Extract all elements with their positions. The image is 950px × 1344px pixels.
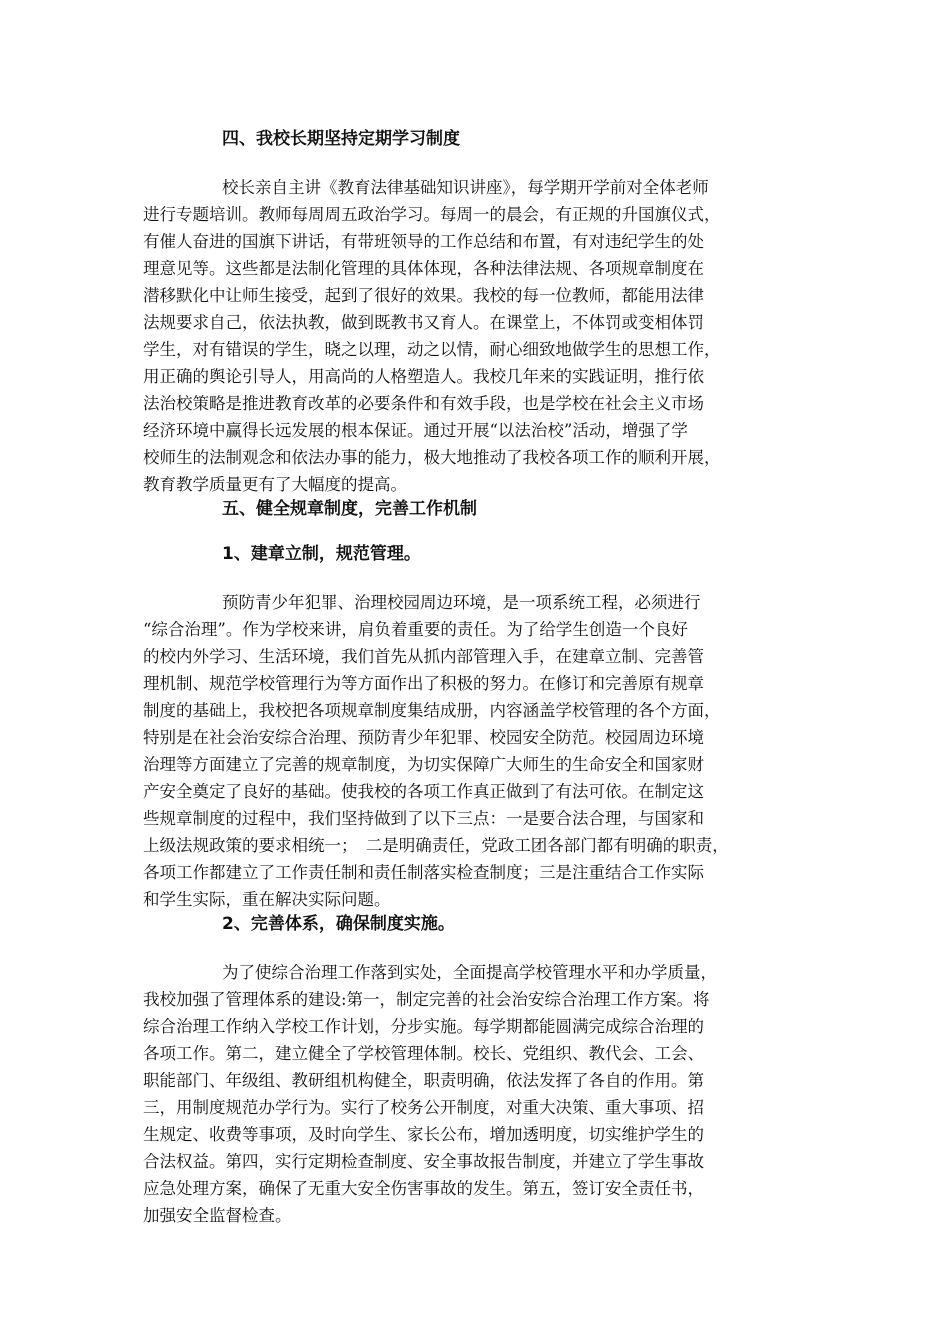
paragraph-line: 产安全奠定了良好的基础。使我校的各项工作真正做到了有法可依。在制定这 [143, 782, 704, 801]
subsection-1-heading: 1、建章立制，规范管理。 [222, 544, 421, 564]
paragraph-line: 校师生的法制观念和依法办事的能力，极大地推动了我校各项工作的顺利开展， [143, 448, 721, 467]
section-4-heading: 四、我校长期坚持定期学习制度 [222, 129, 460, 149]
paragraph-line: 三，用制度规范办学行为。实行了校务公开制度，对重大决策、重大事项、招 [143, 1098, 704, 1117]
paragraph-line: 生规定、收费等事项，及时向学生、家长公布，增加透明度，切实维护学生的 [143, 1125, 704, 1144]
subsection-2-heading: 2、完善体系，确保制度实施。 [222, 914, 455, 934]
paragraph-line: 和学生实际，重在解决实际问题。 [143, 890, 391, 909]
paragraph-line: 职能部门、年级组、教研组机构健全，职责明确，依法发挥了各自的作用。第 [143, 1071, 704, 1090]
paragraph-line: 经济环境中赢得长远发展的根本保证。通过开展“以法治校”活动，增强了学 [143, 421, 688, 440]
paragraph-line: 用正确的舆论引导人，用高尚的人格塑造人。我校几年来的实践证明，推行依 [143, 367, 704, 386]
paragraph-line: 加强安全监督检查。 [143, 1206, 292, 1225]
paragraph-line: 各项工作都建立了工作责任制和责任制落实检查制度；三是注重结合工作实际 [143, 863, 704, 882]
paragraph-line: 应急处理方案，确保了无重大安全伤害事故的发生。第五，签订安全责任书， [143, 1179, 704, 1198]
paragraph-line: 各项工作。第二，建立健全了学校管理体制。校长、党组织、教代会、工会、 [143, 1044, 704, 1063]
section-4-paragraph [143, 174, 823, 498]
paragraph-line: 理机制、规范学校管理行为等方面作出了积极的努力。在修订和完善原有规章 [143, 674, 704, 693]
paragraph-line: 综合治理工作纳入学校工作计划，分步实施。每学期都能圆满完成综合治理的 [143, 1017, 704, 1036]
paragraph-line: 治理等方面建立了完善的规章制度，为切实保障广大师生的生命安全和国家财 [143, 755, 704, 774]
paragraph-line: 法治校策略是推进教育改革的必要条件和有效手段，也是学校在社会主义市场 [143, 394, 704, 413]
paragraph-line: 理意见等。这些都是法制化管理的具体体现，各种法律法规、各项规章制度在 [143, 259, 704, 278]
paragraph-line: 校长亲自主讲《教育法律基础知识讲座》，每学期开学前对全体老师 [222, 178, 709, 197]
paragraph-line: 有催人奋进的国旗下讲话，有带班领导的工作总结和布置，有对违纪学生的处 [143, 232, 704, 251]
paragraph-line: 些规章制度的过程中，我们坚持做到了以下三点：一是要合法合理，与国家和 [143, 809, 704, 828]
subsection-1-paragraph [143, 589, 823, 913]
paragraph-line: 教育教学质量更有了大幅度的提高。 [143, 475, 407, 494]
paragraph-line: 特别是在社会治安综合治理、预防青少年犯罪、校园安全防范。校园周边环境 [143, 728, 704, 747]
paragraph-line: 进行专题培训。教师每周周五政治学习。每周一的晨会，有正规的升国旗仪式， [143, 205, 721, 224]
paragraph-line: 合法权益。第四，实行定期检查制度、安全事故报告制度，并建立了学生事故 [143, 1152, 704, 1171]
paragraph-line: 制度的基础上，我校把各项规章制度集结成册，内容涵盖学校管理的各个方面， [143, 701, 721, 720]
paragraph-line: 学生，对有错误的学生，晓之以理，动之以情，耐心细致地做学生的思想工作， [143, 340, 721, 359]
paragraph-line: 上级法规政策的要求相统一； 二是明确责任，党政工团各部门都有明确的职责， [143, 836, 729, 855]
paragraph-line: 潜移默化中让师生接受，起到了很好的效果。我校的每一位教师，都能用法律 [143, 286, 704, 305]
paragraph-line: 法规要求自己，依法执教，做到既教书又育人。在课堂上，不体罚或变相体罚 [143, 313, 704, 332]
subsection-2-paragraph [143, 959, 823, 1229]
paragraph-line: “综合治理”。作为学校来讲，肩负着重要的责任。为了给学生创造一个良好 [143, 620, 688, 639]
paragraph-line: 预防青少年犯罪、治理校园周边环境，是一项系统工程，必须进行 [222, 593, 701, 612]
paragraph-line: 的校内外学习、生活环境，我们首先从抓内部管理入手，在建章立制、完善管 [143, 647, 704, 666]
section-5-heading: 五、健全规章制度，完善工作机制 [222, 499, 477, 519]
paragraph-line: 我校加强了管理体系的建设:第一，制定完善的社会治安综合治理工作方案。将 [143, 990, 710, 1009]
paragraph-line: 为了使综合治理工作落到实处，全面提高学校管理水平和办学质量， [222, 963, 717, 982]
